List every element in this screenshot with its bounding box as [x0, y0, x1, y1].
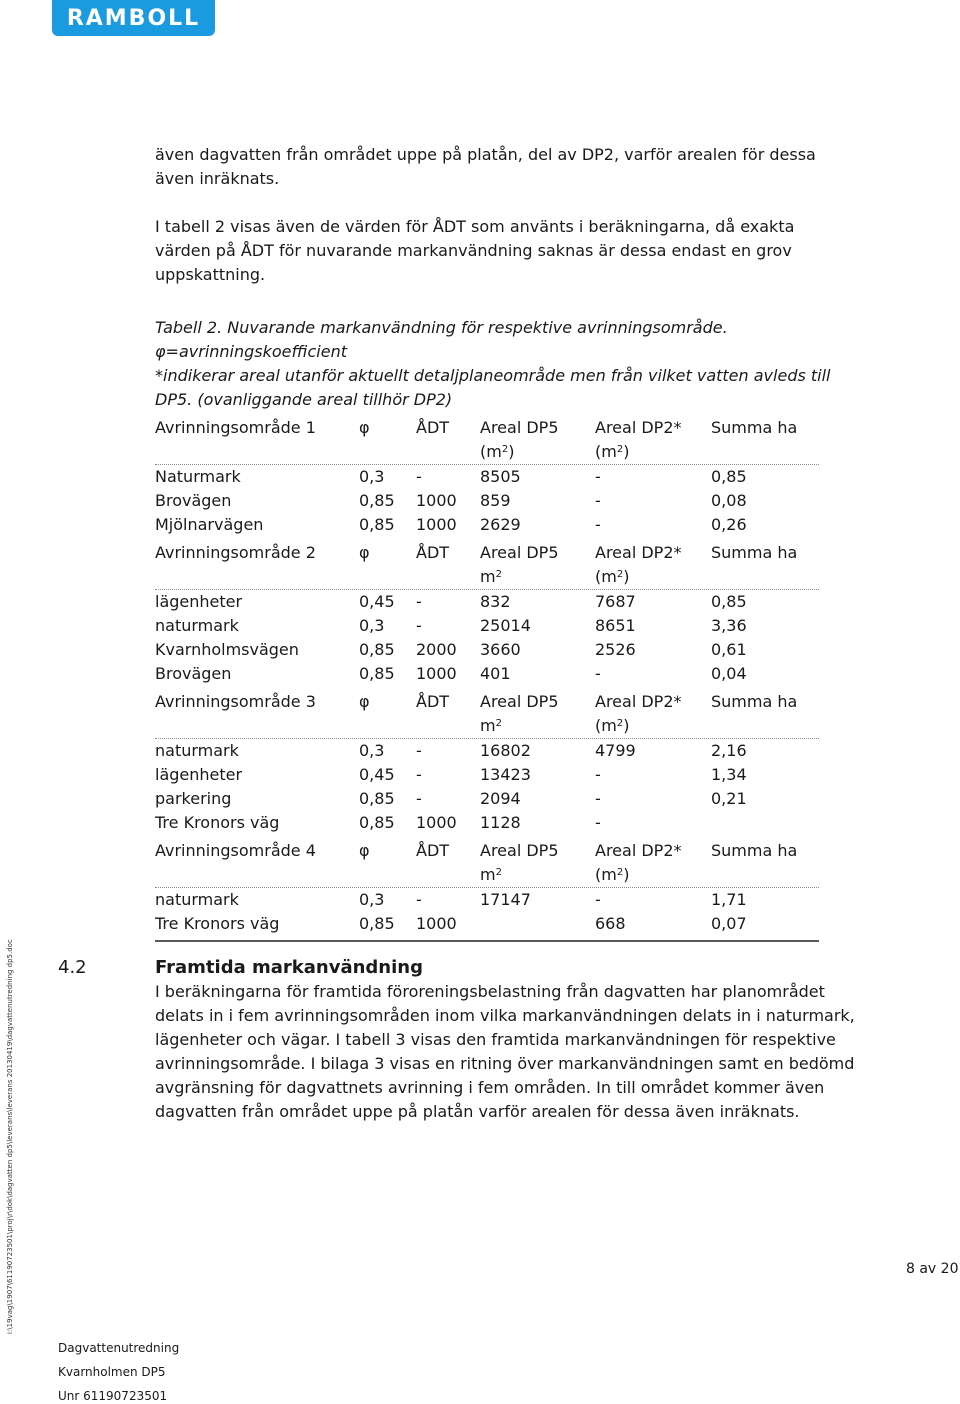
superscript-two: 2	[616, 867, 624, 878]
cell-name: lägenheter	[155, 765, 243, 784]
cell-areal-dp5: 832	[480, 592, 511, 611]
header-areal-dp5	[480, 690, 595, 738]
superscript-two: 2	[616, 444, 624, 455]
header-dp2-unit: (m	[595, 716, 617, 735]
logo-text: RAMBOLL	[66, 5, 201, 31]
cell-areal-dp2: 668	[595, 914, 626, 933]
header-areal-dp2	[595, 416, 711, 464]
table-row	[155, 614, 819, 638]
header-sum: Summa ha	[711, 418, 798, 437]
cell-name: Naturmark	[155, 467, 241, 486]
cell-name: naturmark	[155, 616, 239, 635]
cell-areal-dp5: 2094	[480, 789, 521, 808]
cell-areal-dp5: 13423	[480, 765, 531, 784]
cell-phi: 0,45	[359, 765, 395, 784]
section-heading: Framtida markanvändning	[155, 957, 423, 978]
caption-phi: φ=avrinningskoefficient	[155, 342, 348, 361]
header-dp2-label: Areal DP2*	[595, 841, 682, 860]
header-dp5-unit: m	[480, 567, 496, 586]
cell-adt: 1000	[416, 813, 457, 832]
header-area-name: Avrinningsområde 4	[155, 841, 316, 860]
header-adt: ÅDT	[416, 692, 450, 711]
cell-areal-dp2: -	[595, 664, 601, 683]
cell-sum: 0,04	[711, 664, 747, 683]
table-header-row	[155, 838, 819, 888]
cell-areal-dp2: 8651	[595, 616, 636, 635]
header-dp2-label: Areal DP2*	[595, 543, 682, 562]
header-dp5-unit-close: )	[508, 442, 515, 461]
cell-adt: 1000	[416, 914, 457, 933]
cell-areal-dp5: 17147	[480, 890, 531, 909]
header-phi: φ	[359, 692, 370, 711]
footer-title: Dagvattenutredning	[58, 1341, 180, 1355]
table-row	[155, 763, 819, 787]
cell-areal-dp5: 2629	[480, 515, 521, 534]
header-dp5-label: Areal DP5	[480, 841, 559, 860]
header-area-name: Avrinningsområde 3	[155, 692, 316, 711]
cell-adt: 1000	[416, 515, 457, 534]
table-bottom-rule	[155, 940, 819, 942]
header-sum: Summa ha	[711, 692, 798, 711]
header-phi: φ	[359, 418, 370, 437]
superscript-two: 2	[501, 444, 509, 455]
header-dp5-unit: m	[480, 865, 496, 884]
header-dp2-label: Areal DP2*	[595, 418, 682, 437]
table-row	[155, 638, 819, 662]
table-header-row	[155, 540, 819, 590]
footer-project: Kvarnholmen DP5	[58, 1365, 166, 1379]
header-areal-dp5	[480, 541, 595, 589]
header-areal-dp5	[480, 416, 595, 464]
cell-sum: 0,26	[711, 515, 747, 534]
cell-adt: -	[416, 616, 422, 635]
cell-phi: 0,3	[359, 467, 385, 486]
cell-name: Brovägen	[155, 491, 232, 510]
cell-sum: 0,21	[711, 789, 747, 808]
file-path: i:\19vag\1907\61190723501\proj\r\dok\dagvatten dp5\leverans\leverans 20130419\dagvattenutredning dp5.doc	[6, 939, 14, 1334]
cell-adt: -	[416, 765, 422, 784]
header-phi: φ	[359, 543, 370, 562]
cell-sum: 0,85	[711, 467, 747, 486]
cell-adt: -	[416, 592, 422, 611]
cell-areal-dp5: 1128	[480, 813, 521, 832]
cell-adt: 1000	[416, 664, 457, 683]
cell-phi: 0,85	[359, 664, 395, 683]
cell-phi: 0,3	[359, 890, 385, 909]
table-section	[155, 412, 819, 537]
cell-name: naturmark	[155, 890, 239, 909]
header-dp5-unit: (m	[480, 442, 502, 461]
cell-name: naturmark	[155, 741, 239, 760]
header-adt: ÅDT	[416, 543, 450, 562]
cell-phi: 0,85	[359, 491, 395, 510]
table-row	[155, 888, 819, 912]
ramboll-logo	[52, 0, 215, 36]
cell-areal-dp2: -	[595, 765, 601, 784]
header-dp5-label: Areal DP5	[480, 692, 559, 711]
cell-name: Tre Kronors väg	[155, 813, 280, 832]
cell-areal-dp2: -	[595, 491, 601, 510]
cell-name: parkering	[155, 789, 232, 808]
table-caption	[155, 316, 855, 412]
cell-areal-dp5: 3660	[480, 640, 521, 659]
cell-areal-dp5: 16802	[480, 741, 531, 760]
header-areal-dp5	[480, 839, 595, 887]
cell-adt: -	[416, 741, 422, 760]
header-phi: φ	[359, 841, 370, 860]
cell-areal-dp5	[480, 912, 595, 936]
page-number: 8 av 20	[906, 1261, 959, 1277]
cell-name: lägenheter	[155, 592, 243, 611]
cell-sum: 2,16	[711, 741, 747, 760]
header-dp2-unit-close: )	[623, 567, 630, 586]
table-section	[155, 686, 819, 835]
superscript-two: 2	[495, 718, 502, 729]
caption-title: Tabell 2. Nuvarande markanvändning för respektive avrinningsområde.	[155, 318, 728, 337]
cell-areal-dp2: 4799	[595, 741, 636, 760]
cell-phi: 0,85	[359, 515, 395, 534]
cell-name: Kvarnholmsvägen	[155, 640, 299, 659]
header-dp5-unit: m	[480, 716, 496, 735]
section-body: I beräkningarna för framtida föroreningsbelastning från dagvatten har planområdet delats in i fem avrinningsområden inom vilka markanvändningen delats in i naturmark, lägenheter och vägar. I tabell 3 visas den framtida markanvändningen för respektive avrinningsområde. I bilaga 3 visas en ritning över markanvändningen samt en bedömd avgränsning för dagvattnets avrinning i fem områden. In till området kommer även dagvatten från området uppe på platån varför arealen för dessa även inräknats.	[155, 982, 855, 1121]
header-dp5-label: Areal DP5	[480, 418, 559, 437]
table-row	[155, 912, 819, 936]
cell-sum: 0,07	[711, 914, 747, 933]
cell-sum: 3,36	[711, 616, 747, 635]
cell-areal-dp5: 25014	[480, 616, 531, 635]
table-section	[155, 835, 819, 936]
caption-note: *indikerar areal utanför aktuellt detaljplaneområde men från vilket vatten avleds till DP5. (ovanliggande areal tillhör DP2)	[155, 366, 831, 409]
table-header-row	[155, 415, 819, 465]
cell-areal-dp5: 8505	[480, 467, 521, 486]
header-sum: Summa ha	[711, 841, 798, 860]
cell-sum	[711, 811, 819, 835]
table-row	[155, 489, 819, 513]
land-use-table	[155, 412, 819, 942]
cell-areal-dp2: 7687	[595, 592, 636, 611]
header-areal-dp2	[595, 541, 711, 589]
table-row	[155, 465, 819, 489]
table-section	[155, 537, 819, 686]
cell-areal-dp5: 859	[480, 491, 511, 510]
cell-adt: 1000	[416, 491, 457, 510]
footer-number: Unr 61190723501	[58, 1389, 168, 1403]
cell-areal-dp2: -	[595, 813, 601, 832]
table-row	[155, 513, 819, 537]
table-row	[155, 590, 819, 614]
superscript-two: 2	[495, 867, 502, 878]
cell-name: Mjölnarvägen	[155, 515, 264, 534]
section-number: 4.2	[58, 957, 87, 978]
header-dp2-unit: (m	[595, 865, 617, 884]
superscript-two: 2	[495, 569, 502, 580]
header-sum: Summa ha	[711, 543, 798, 562]
header-dp2-label: Areal DP2*	[595, 692, 682, 711]
header-dp5-label: Areal DP5	[480, 543, 559, 562]
cell-sum: 0,61	[711, 640, 747, 659]
cell-phi: 0,85	[359, 813, 395, 832]
header-areal-dp2	[595, 839, 711, 887]
header-dp2-unit: (m	[595, 442, 617, 461]
cell-name: Brovägen	[155, 664, 232, 683]
cell-areal-dp2: -	[595, 515, 601, 534]
header-area-name: Avrinningsområde 2	[155, 543, 316, 562]
cell-phi: 0,3	[359, 741, 385, 760]
superscript-two: 2	[616, 569, 624, 580]
table-row	[155, 811, 819, 835]
cell-areal-dp2: 2526	[595, 640, 636, 659]
intro-paragraph-1: även dagvatten från området uppe på platån, del av DP2, varför arealen för dessa även inräknats.	[155, 145, 816, 188]
header-dp2-unit-close: )	[623, 442, 630, 461]
header-dp2-unit: (m	[595, 567, 617, 586]
table-row	[155, 787, 819, 811]
header-adt: ÅDT	[416, 418, 450, 437]
cell-areal-dp2: -	[595, 890, 601, 909]
cell-sum: 0,08	[711, 491, 747, 510]
cell-phi: 0,85	[359, 914, 395, 933]
header-dp2-unit-close: )	[623, 716, 630, 735]
cell-areal-dp2: -	[595, 789, 601, 808]
header-adt: ÅDT	[416, 841, 450, 860]
cell-areal-dp2: -	[595, 467, 601, 486]
header-areal-dp2	[595, 690, 711, 738]
cell-adt: -	[416, 789, 422, 808]
table-header-row	[155, 689, 819, 739]
cell-sum: 0,85	[711, 592, 747, 611]
cell-areal-dp5: 401	[480, 664, 511, 683]
header-area-name: Avrinningsområde 1	[155, 418, 316, 437]
cell-phi: 0,85	[359, 789, 395, 808]
intro-paragraph-2: I tabell 2 visas även de värden för ÅDT som använts i beräkningarna, då exakta värden på ÅDT för nuvarande markanvändning saknas är dessa endast en grov uppskattning.	[155, 217, 795, 284]
cell-phi: 0,45	[359, 592, 395, 611]
cell-phi: 0,3	[359, 616, 385, 635]
table-row	[155, 739, 819, 763]
cell-adt: -	[416, 467, 422, 486]
cell-sum: 1,34	[711, 765, 747, 784]
superscript-two: 2	[616, 718, 624, 729]
cell-adt: 2000	[416, 640, 457, 659]
table-row	[155, 662, 819, 686]
cell-phi: 0,85	[359, 640, 395, 659]
header-dp2-unit-close: )	[623, 865, 630, 884]
cell-adt: -	[416, 890, 422, 909]
cell-name: Tre Kronors väg	[155, 914, 280, 933]
cell-sum: 1,71	[711, 890, 747, 909]
